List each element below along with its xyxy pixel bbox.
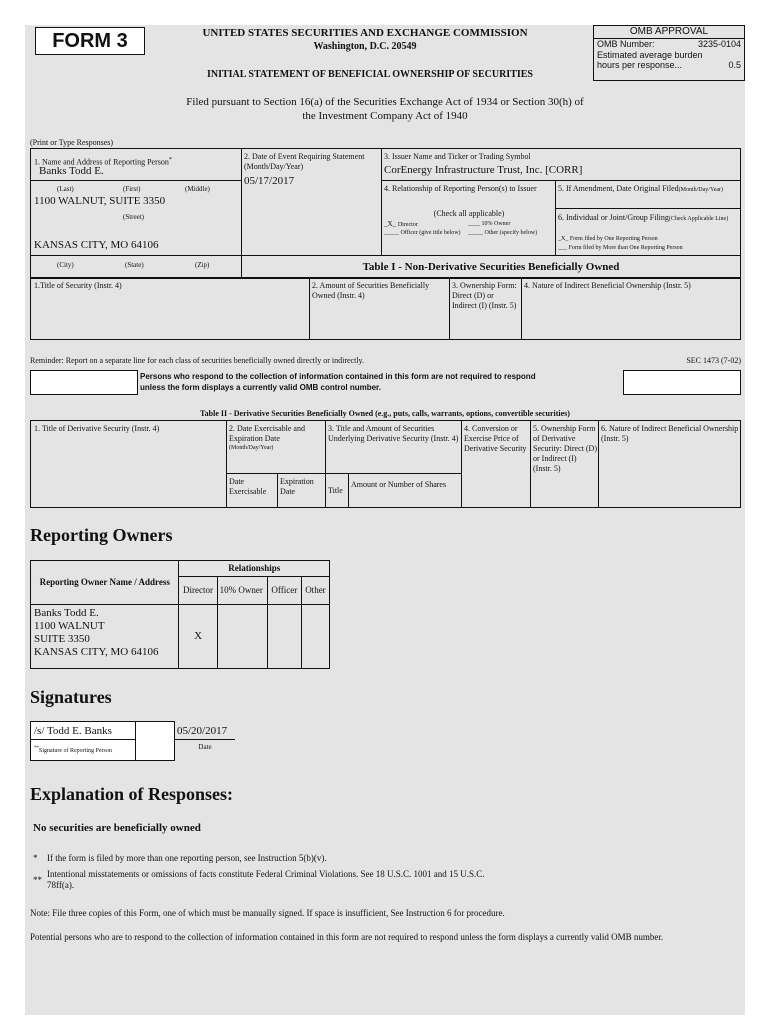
table1-title: Table I - Non-Derivative Securities Beneficially Owned (362, 261, 620, 273)
potential-persons-note: Potential persons who are to respond to the collection of information contained in this form are not required to respond unless the form displays a currently valid OMB number. (30, 932, 664, 942)
reporting-person-name: Banks Todd E. (39, 165, 104, 177)
print-note: (Print or Type Responses) (30, 138, 114, 147)
check-all-applicable: (Check all applicable) (433, 209, 505, 218)
grid-divider (30, 255, 741, 256)
director-mark: _X_ (384, 220, 397, 228)
director-label: Director (397, 222, 418, 228)
omb-number-label: OMB Number: (597, 39, 655, 49)
table2-col-title: 1. Title of Derivative Security (Instr. 4) (34, 424, 160, 433)
table2-divider-1 (226, 420, 227, 508)
table2-divider-3 (461, 420, 462, 508)
box6-label (558, 213, 740, 224)
ro-line1: Banks Todd E. (34, 607, 99, 619)
box1-footnote-mark: * (168, 157, 172, 163)
ro-director-mark: X (179, 605, 217, 669)
city-label: (City) (57, 261, 74, 269)
ro-other-cell (301, 605, 329, 669)
table1-col-title: 1.Title of Security (Instr. 4) (34, 281, 122, 290)
table2-col-dates: 2. Date Exercisable and Expiration Date (229, 424, 305, 443)
ro-line4: KANSAS CITY, MO 64106 (34, 646, 159, 658)
reporting-owners-table (30, 560, 330, 669)
date-label: Date (198, 743, 212, 751)
state-label: (State) (125, 261, 144, 269)
box3-label: 3. Issuer Name and Ticker or Trading Symbol (384, 152, 531, 161)
reminder-text: Reminder: Report on a separate line for each class of securities beneficially owned directly or indirectly. (30, 356, 365, 365)
footnote2-line1: Intentional misstatements or omissions of facts constitute Federal Criminal Violations. See 18 U.S.C. 1001 and 15 U.S.C. (47, 869, 485, 879)
table2-sub-divider (226, 473, 461, 474)
sec-number: SEC 1473 (7-02) (686, 356, 741, 365)
ro-owner-address (31, 605, 179, 669)
box1-divider (30, 180, 241, 181)
ro-ten-pct-cell (217, 605, 267, 669)
date-line (175, 739, 235, 740)
box5-label-text: 5. If Amendment, Date Original Filed (558, 184, 679, 193)
table2-divider-2 (325, 420, 326, 508)
signature-value: /s/ Todd E. Banks (34, 725, 112, 737)
table2-divider-4 (530, 420, 531, 508)
ro-header-relationships (179, 561, 330, 577)
filed-pursuant-line2: the Investment Company Act of 1940 (302, 110, 468, 122)
ro-header-director-text: Director (183, 585, 214, 595)
ro-header-officer (267, 577, 301, 605)
omb-burden-label: hours per response... (597, 60, 683, 70)
persons-respond-line1: Persons who respond to the collection of information contained in this form are not required to respond (140, 372, 536, 381)
omb-burden-line: Estimated average burden (597, 50, 703, 60)
box5-label (558, 184, 740, 195)
box5-divider (555, 208, 741, 209)
statement-title: INITIAL STATEMENT OF BENEFICIAL OWNERSHIP OF SECURITIES (206, 69, 533, 80)
table2-title: Table II - Derivative Securities Beneficially Owned (e.g., puts, calls, warrants, options, convertible securities) (200, 409, 570, 418)
footnote2-mark: ** (33, 875, 42, 885)
footnote2-line2: 78ff(a). (47, 880, 75, 890)
omb-burden-value: 0.5 (728, 60, 741, 70)
box1-right-border (241, 148, 242, 255)
table2-underlying-amount: Amount or Number of Shares (351, 480, 447, 489)
other-option: _____ Other (specify below) (468, 230, 538, 236)
box4-right-border (555, 180, 556, 255)
ro-header-ten-pct (217, 577, 267, 605)
first-label: (First) (123, 185, 141, 193)
table1-col-nature: 4. Nature of Indirect Beneficial Ownership (Instr. 5) (524, 281, 691, 290)
footnote1-mark: * (33, 853, 38, 863)
omb-approval-box (593, 25, 745, 81)
omb-burden-row (594, 60, 744, 71)
filed-pursuant-line1: Filed pursuant to Section 16(a) of the Securities Exchange Act of 1934 or Section 30(h) of (186, 96, 584, 108)
box5-sub: (Month/Day/Year) (678, 187, 724, 193)
table1-divider-1 (309, 278, 310, 340)
table2-sub-divider-2 (348, 473, 349, 508)
ten-pct-owner-option: ____ 10% Owner (468, 221, 511, 227)
table2-expiration-date: Expiration Date (280, 477, 314, 496)
table2-col-underlying: 3. Title and Amount of Securities Underlying Derivative Security (Instr. 4) (328, 424, 459, 443)
table2-sub-divider-1 (277, 473, 278, 508)
ro-header-relationships-text: Relationships (228, 563, 281, 573)
form-name-box (35, 27, 145, 55)
table2-col-ownership: 5. Ownership Form of Derivative Security: Direct (D) or Indirect (I) (Instr. 5) (533, 424, 597, 473)
signature-label-text: Signature of Reporting Person (39, 748, 112, 754)
table2-col-dates-sub: (Month/Day/Year) (229, 445, 274, 451)
middle-label: (Middle) (185, 185, 210, 193)
box2-label: 2. Date of Event Requiring Statement (Month/Day/Year) (244, 152, 365, 171)
omb-number-value: 3235-0104 (697, 39, 741, 49)
ro-header-director (179, 577, 217, 605)
table1-col-ownership: 3. Ownership Form: Direct (D) or Indirect (I) (Instr. 5) (452, 281, 517, 310)
signature-mark: ** (34, 746, 39, 751)
filing-option-more: ___ Form filed by More than One Reporting Person (558, 245, 683, 251)
table2-col-conversion: 4. Conversion or Exercise Price of Derivative Security (464, 424, 527, 453)
table2-col-nature: 6. Nature of Indirect Beneficial Ownership (Instr. 5) (601, 424, 739, 443)
persons-respond-right-box (623, 370, 741, 395)
no-securities-note: No securities are beneficially owned (33, 822, 201, 834)
table1-divider-2 (449, 278, 450, 340)
persons-respond-line2: unless the form displays a currently valid OMB control number. (140, 383, 381, 392)
box1-label-text: 1. Name and Address of Reporting Person (34, 157, 169, 167)
ro-header-name (31, 561, 179, 605)
zip-label: (Zip) (195, 261, 210, 269)
box6-label-text: 6. Individual or Joint/Group Filing (558, 213, 669, 222)
ro-header-name-text: Reporting Owner Name / Address (39, 577, 170, 587)
signature-line (30, 739, 135, 740)
omb-number-row (594, 39, 744, 50)
box4-label: 4. Relationship of Reporting Person(s) to Issuer (384, 184, 537, 193)
footnote1: If the form is filed by more than one reporting person, see Instruction 5(b)(v). (47, 853, 327, 863)
box2-right-border (381, 148, 382, 255)
signature-divider (135, 721, 136, 761)
street-label: (Street) (123, 213, 144, 221)
signature-label (34, 745, 134, 755)
street-value: 1100 WALNUT, SUITE 3350 (34, 195, 166, 207)
event-date: 05/17/2017 (244, 175, 295, 187)
agency-title: UNITED STATES SECURITIES AND EXCHANGE COMMISSION (202, 27, 528, 39)
ro-line2: 1100 WALNUT (34, 620, 105, 632)
file-copies-note: Note: File three copies of this Form, one of which must be manually signed. If space is insufficient, See Instruction 6 for procedure. (30, 908, 505, 918)
persons-respond-left-box (30, 370, 138, 395)
officer-option: _____ Officer (give title below) (384, 230, 461, 236)
ro-header-ten-pct-text: 10% Owner (219, 585, 263, 595)
ro-line3: SUITE 3350 (34, 633, 90, 645)
signatures-heading: Signatures (30, 687, 112, 707)
table1-divider-3 (521, 278, 522, 340)
table2-underlying-title: Title (328, 486, 343, 495)
ro-header-other-text: Other (305, 585, 326, 595)
box6-sub: (Check Applicable Line) (668, 216, 729, 222)
ro-header-other (301, 577, 329, 605)
signature-date: 05/20/2017 (177, 725, 228, 737)
table2-date-exercisable: Date Exercisable (229, 477, 267, 496)
table1-title-left-border (241, 255, 242, 278)
table2-divider-5 (598, 420, 599, 508)
explanation-heading: Explanation of Responses: (30, 784, 234, 804)
omb-title: OMB APPROVAL (594, 26, 744, 39)
agency-location: Washington, D.C. 20549 (313, 41, 417, 52)
filing-option-one: _X_ Form filed by One Reporting Person (558, 236, 658, 242)
ro-header-officer-text: Officer (271, 585, 298, 595)
form-name: FORM 3 (52, 30, 128, 52)
ro-officer-cell (267, 605, 301, 669)
last-label: (Last) (57, 185, 74, 193)
box3-divider (381, 180, 741, 181)
reporting-owners-heading: Reporting Owners (30, 525, 173, 545)
director-option (384, 220, 464, 229)
ro-row (31, 605, 330, 669)
city-value: KANSAS CITY, MO 64106 (34, 239, 159, 251)
table1-col-amount: 2. Amount of Securities Beneficially Owned (Instr. 4) (312, 281, 430, 300)
form-page (25, 25, 745, 1015)
issuer-name: CorEnergy Infrastructure Trust, Inc. [CORR] (384, 164, 583, 176)
